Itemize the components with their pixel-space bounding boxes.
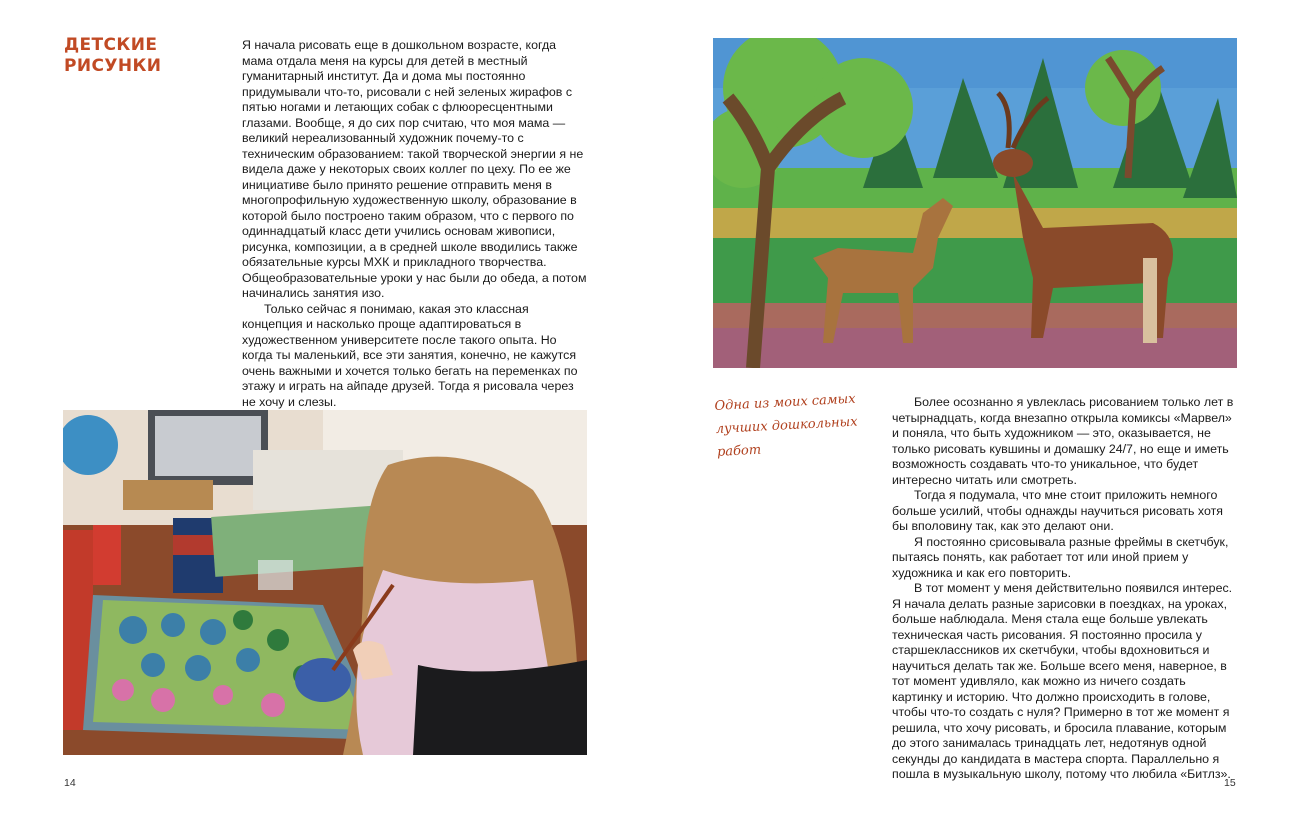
image-caption: Одна из моих самых лучших дошкольных работ bbox=[714, 391, 858, 460]
section-title-line-1: ДЕТСКИЕ bbox=[64, 35, 158, 55]
section-title-line-2: РИСУНКИ bbox=[64, 56, 162, 76]
paragraph: Тогда я подумала, что мне стоит приложить немного больше усилий, чтобы однажды научиться рисовать хотя бы вполовину так, как это делают они. bbox=[892, 488, 1223, 533]
photo-girl-painting bbox=[63, 410, 587, 755]
right-page bbox=[650, 0, 1300, 825]
deer-painting-image bbox=[713, 38, 1237, 368]
paragraph: Я постоянно срисовывала разные фреймы в скетчбук, пытаясь понять, как работает тот или иной прием у художника и как его повторить. bbox=[892, 534, 1229, 580]
paragraph: Только сейчас я понимаю, какая это классная концепция и насколько проще адаптироваться в художественном университете после такого опыта. Но когда ты маленький, все эти занятия, конечно, не кажутся очень важными и хочется только бегать на переменках по этажу и играть на айпаде друзей. Тогда я рисовала через не хочу и слезы. bbox=[242, 301, 578, 409]
paragraph: Более осознанно я увлеклась рисованием только лет в четырнадцать, когда внезапно открыла комиксы «Марвел» и поняла, что быть художником — это, оказывается, не только рисовать кувшины и домашку 24/7, но еще и иметь возможность создавать что-то уникальное, что будет интересно читать или смотреть. bbox=[892, 395, 1234, 487]
photo-deer-painting bbox=[713, 38, 1237, 368]
page-number: 15 bbox=[1224, 777, 1236, 789]
section-title bbox=[64, 35, 214, 77]
right-column-text bbox=[892, 395, 1237, 783]
page-number: 14 bbox=[64, 777, 76, 789]
left-column-text bbox=[242, 38, 588, 410]
paragraph: В тот момент у меня действительно появился интерес. Я начала делать разные зарисовки в поездках, на уроках, больше наблюдала. Меня стала еще больше увлекать техническая часть рисования. Я постоянно просила у старшеклассников их скетчбуки, чтобы вдохновиться и научиться делать так же. Больше всего меня, наверное, в тот момент удивляло, как можно из ничего создать картинку и историю. Что должно происходить в голове, чтобы что-то создать с нуля? Примерно в тот же момент я решила, что хочу рисовать, и бросила плавание, которым до этого занималась тринадцать лет, недотянув одной секунды до кандидата в мастера спорта. Параллельно я пошла в музыкальную школу, потому что любила «Битлз». bbox=[892, 581, 1233, 781]
girl-painting-image bbox=[63, 410, 587, 755]
paragraph: Я начала рисовать еще в дошкольном возрасте, когда мама отдала меня на курсы для детей в местный гуманитарный институт. Да и дома мы постоянно придумывали что-то, рисовали с ней зеленых жирафов с пятью ногами и летающих собак с флюоресцентными глазами. Вообще, я до сих пор считаю, что моя мама — великий нереализованный художник почему-то с техническим образованием: такой творческой энергии я не видела даже у некоторых своих коллег по цеху. По ее же инициативе было принято решение отправить меня в многопрофильную художественную школу, образование в которой было построено таким образом, что с первого по одиннадцатый класс дети учились основам живописи, рисунка, композиции, а в средней школе вводились также обязательные курсы МХК и прикладного творчества. Общеобразовательные уроки у нас были до обеда, а потом начинались занятия изо. bbox=[242, 38, 587, 300]
